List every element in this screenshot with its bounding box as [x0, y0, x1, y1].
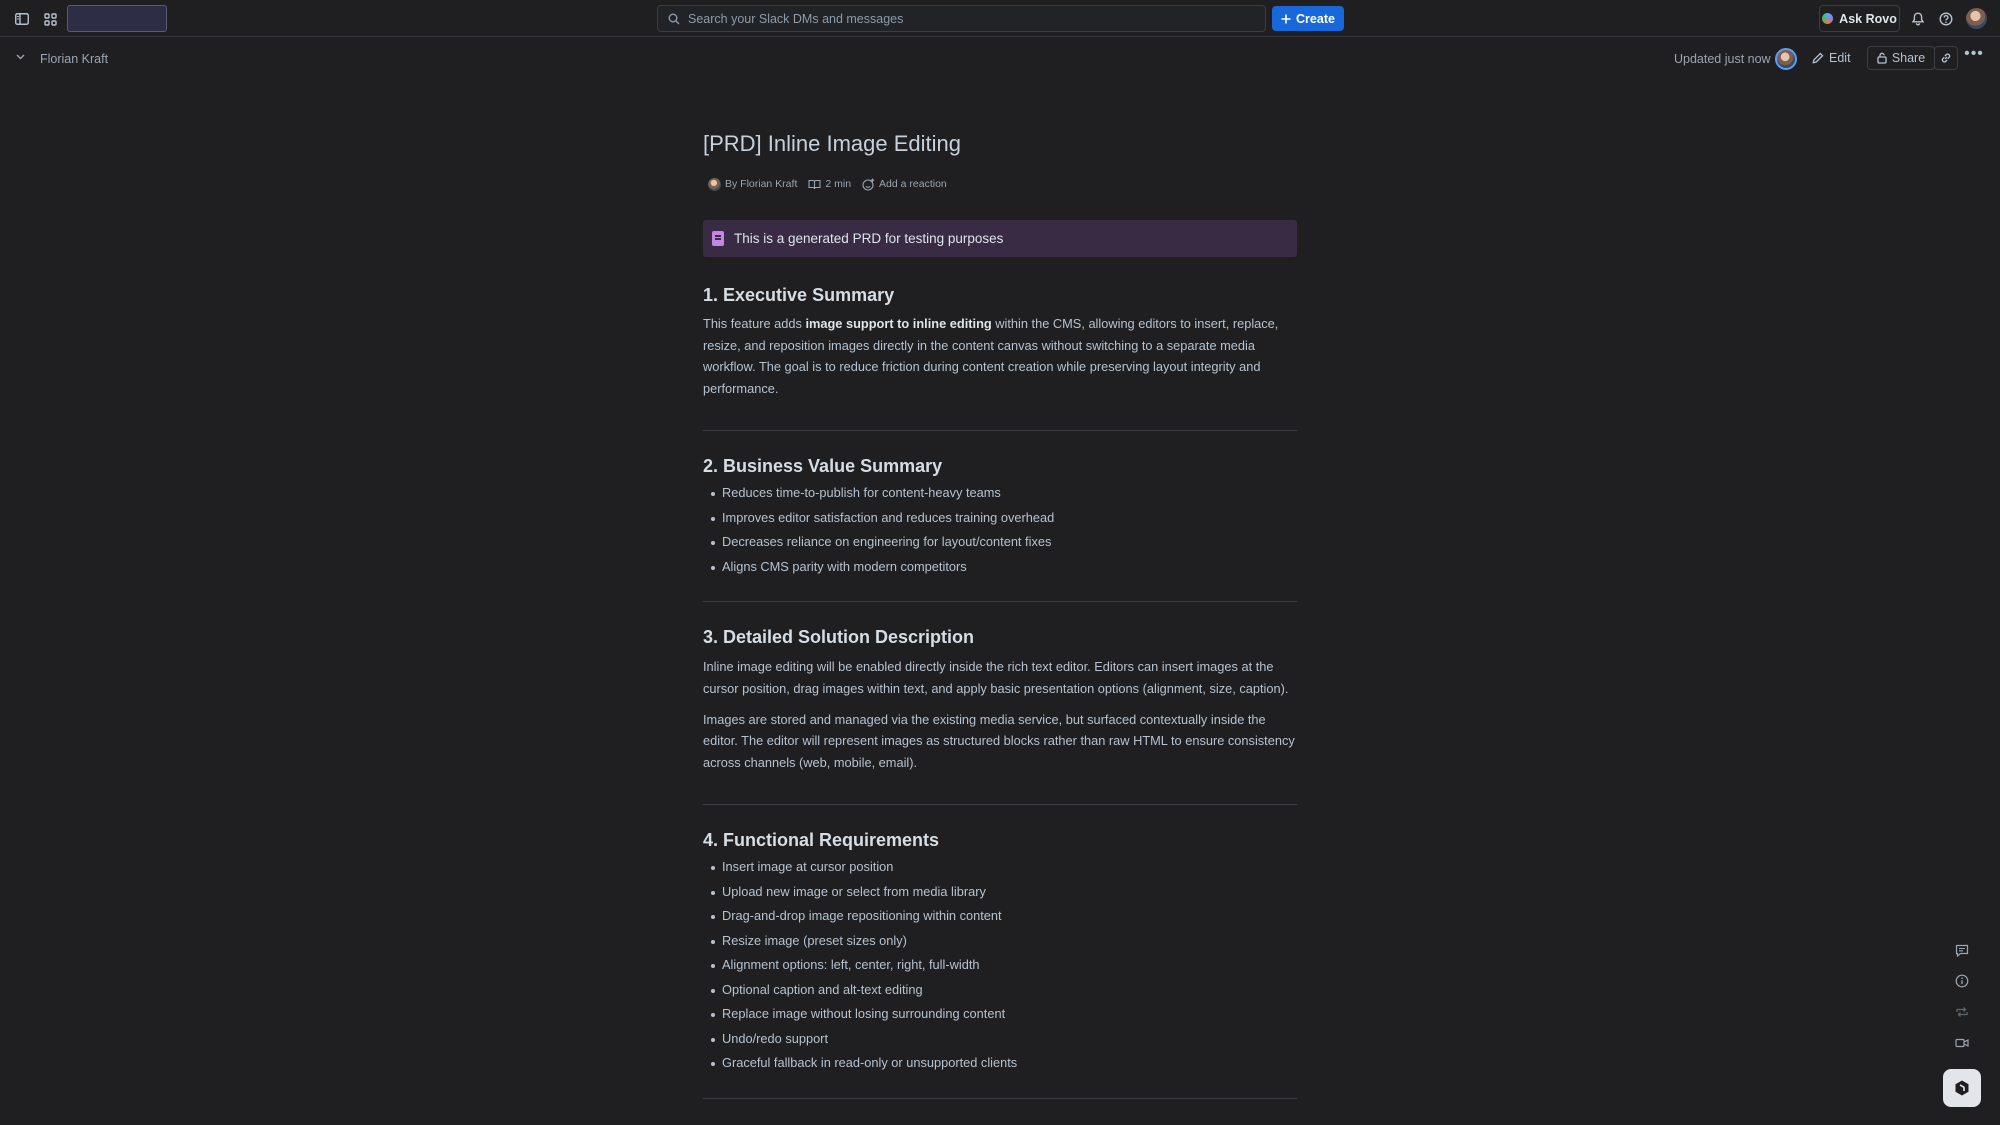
sidebar-toggle-icon[interactable] — [12, 9, 32, 29]
bullet-list — [703, 855, 1297, 1076]
add-reaction-label: Add a reaction — [879, 178, 947, 190]
link-icon — [1940, 52, 1952, 64]
app-switcher-icon[interactable] — [40, 9, 60, 29]
edit-button-label: Edit — [1829, 51, 1851, 65]
list-item: Optional caption and alt-text editing — [703, 978, 1297, 1003]
paragraph: Images are stored and managed via the existing media service, but surfaced contextually inside the editor. The editor will represent images as structured blocks rather than raw HTML to ensure consistency across channels (web, mobile, email). — [703, 711, 1295, 770]
paragraph-text: This feature adds — [703, 316, 806, 331]
book-icon — [808, 179, 821, 190]
list-item: Reduces time-to-publish for content-heavy teams — [703, 481, 1297, 506]
section-heading: 2. Business Value Summary — [703, 456, 943, 477]
list-item: Decreases reliance on engineering for layout/content fixes — [703, 530, 1297, 555]
edit-button[interactable] — [1812, 46, 1856, 70]
page-title: [PRD] Inline Image Editing — [703, 131, 962, 156]
search-input[interactable] — [657, 5, 1266, 32]
list-item: Insert image at cursor position — [703, 855, 1297, 880]
divider — [703, 804, 1297, 805]
workspace-logo[interactable] — [67, 5, 167, 32]
ask-rovo-label: Ask Rovo — [1839, 11, 1897, 26]
list-item: Aligns CMS parity with modern competitors — [703, 555, 1297, 580]
note-panel — [703, 220, 1297, 257]
top-navigation-bar — [0, 0, 2000, 37]
section-heading: 1. Executive Summary — [703, 285, 895, 305]
rovo-icon — [1953, 1079, 1971, 1097]
breadcrumb[interactable]: Florian Kraft — [40, 52, 109, 66]
bullet-list — [703, 481, 1297, 579]
rovo-icon — [1822, 13, 1833, 24]
byline — [703, 175, 1297, 193]
lock-icon — [1877, 52, 1887, 64]
chevron-down-icon[interactable] — [16, 52, 25, 63]
video-icon[interactable] — [1952, 1033, 1972, 1053]
list-item: Alignment options: left, center, right, full-width — [703, 953, 1297, 978]
comment-icon[interactable] — [1952, 940, 1972, 960]
read-time-label: 2 min — [825, 178, 852, 190]
list-item: Resize image (preset sizes only) — [703, 929, 1297, 954]
copy-link-button[interactable] — [1934, 46, 1958, 70]
list-item: Replace image without losing surrounding content — [703, 1002, 1297, 1027]
paragraph: Inline image editing will be enabled directly inside the rich text editor. Editors can insert images at the cursor position, drag images within text, and apply basic presentation options (alignment, size, caption). — [703, 659, 1289, 696]
section-heading: 3. Detailed Solution Description — [703, 627, 975, 648]
help-icon[interactable] — [1936, 9, 1956, 29]
share-button[interactable] — [1867, 46, 1935, 70]
loop-icon[interactable] — [1952, 1002, 1972, 1022]
list-item: Undo/redo support — [703, 1027, 1297, 1052]
info-icon[interactable] — [1952, 971, 1972, 991]
bell-icon[interactable] — [1908, 9, 1928, 29]
search-icon — [668, 13, 680, 25]
divider — [703, 601, 1297, 602]
note-icon — [712, 231, 724, 246]
create-button[interactable] — [1272, 6, 1344, 31]
pencil-icon — [1812, 52, 1824, 64]
divider — [703, 1098, 1297, 1099]
updated-status: Updated just now — [1674, 52, 1771, 66]
rovo-assistant-button[interactable] — [1943, 1069, 1981, 1107]
paragraph-text: within the CMS, allowing editors to insert, replace, resize, and reposition images directly in the content canvas without switching to a separate media workflow. The goal is to reduce friction during content creation while preserving layout integrity and performance. — [703, 316, 1279, 396]
document-body — [703, 128, 1297, 1099]
paragraph-bold-text: image support to inline editing — [805, 316, 992, 331]
section-heading: 4. Functional Requirements — [703, 830, 940, 851]
user-avatar[interactable] — [1966, 8, 1987, 29]
search-placeholder: Search your Slack DMs and messages — [688, 11, 904, 26]
create-button-label: Create — [1296, 11, 1335, 26]
list-item: Drag-and-drop image repositioning within content — [703, 904, 1297, 929]
author-avatar[interactable] — [708, 178, 721, 191]
add-reaction-button[interactable] — [862, 178, 947, 191]
paragraph — [703, 313, 1297, 399]
divider — [703, 430, 1297, 431]
note-panel-text: This is a generated PRD for testing purposes — [734, 231, 1004, 246]
collaborator-avatar[interactable] — [1775, 48, 1797, 70]
more-icon[interactable]: ••• — [1964, 45, 1984, 62]
ask-rovo-button[interactable] — [1819, 5, 1900, 32]
author-name[interactable]: By Florian Kraft — [725, 178, 798, 190]
page-header — [0, 37, 2000, 81]
read-time — [808, 178, 851, 190]
list-item: Upload new image or select from media library — [703, 880, 1297, 905]
list-item: Improves editor satisfaction and reduces training overhead — [703, 506, 1297, 531]
emoji-add-icon — [862, 178, 875, 191]
list-item: Graceful fallback in read-only or unsupported clients — [703, 1051, 1297, 1076]
share-button-label: Share — [1891, 51, 1926, 65]
plus-icon — [1281, 14, 1291, 24]
